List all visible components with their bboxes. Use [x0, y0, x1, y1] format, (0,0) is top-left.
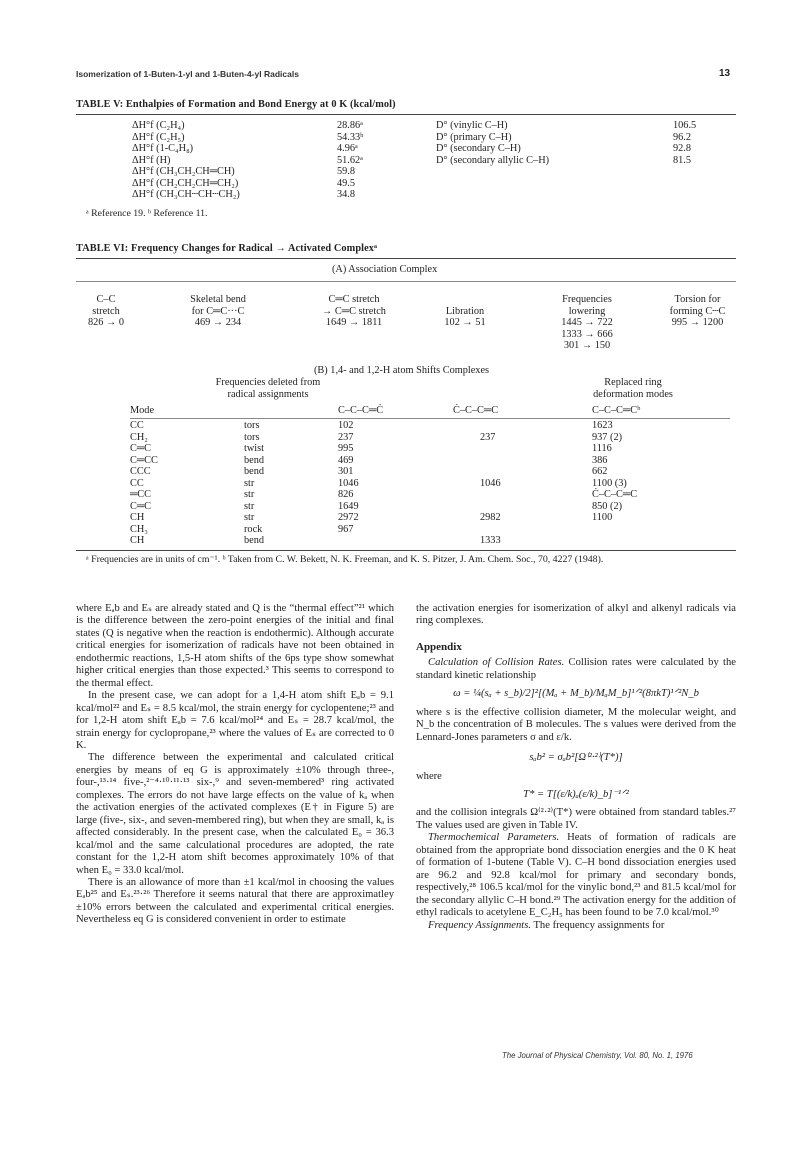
value: 1116: [592, 443, 612, 454]
table5-left-label: ΔH°f (C₂H₄): [132, 120, 185, 131]
header-line: Skeletal bend: [190, 294, 246, 305]
table6-title: TABLE VI: Frequency Changes for Radical → Activated Complexᵃ: [76, 243, 378, 254]
table5-left-label: ΔH°f (C₂H₅): [132, 131, 185, 143]
table5-right-value: 106.5: [673, 120, 697, 131]
table6-A-col-libration: [420, 294, 510, 329]
table6-footnote: ᵃ Frequencies are in units of cm⁻¹. ᵇ Taken from C. W. Bekett, N. K. Freeman, and K. S. Pitzer, J. Am. Chem. Soc., 70, 4227 (1948).: [86, 554, 604, 565]
right-column: [416, 603, 736, 932]
type: str: [244, 500, 255, 512]
mode: CH: [130, 512, 145, 523]
type: rock: [244, 523, 263, 535]
paragraph: the activation energies for isomerization of alkyl and alkenyl radicals via ring complexes.: [416, 603, 736, 627]
value: 1649 → 1811: [325, 317, 383, 328]
table6-B-header-col3: C–C–C═Cᵇ: [592, 405, 641, 416]
table6-B-header-col1: C–C–C═Ċ: [338, 405, 384, 416]
header-line: C═C stretch: [328, 294, 380, 305]
table6-A-col-cc: [76, 294, 136, 329]
table5-left-value: 28.86ᵃ: [337, 120, 363, 131]
header-line: Frequencies: [562, 294, 612, 305]
equation-tstar: T* = T[(ε/k)ₐ(ε/k)_b]⁻¹ᐟ²: [523, 788, 629, 800]
value: 850 (2): [592, 500, 623, 512]
table5-right-value: 81.5: [673, 154, 692, 166]
mode: CC: [130, 477, 144, 489]
header-line: Torsion for: [674, 294, 721, 305]
mode: CH: [130, 535, 145, 546]
value: [480, 501, 501, 513]
type: bend: [244, 454, 265, 466]
paragraph: where Eₐb and Eₛ are already stated and Q is the “thermal effect”²¹ which is the difference between the zero-point energies of the initial and final states (Q is negative when the reaction is endothermic). Although accurate critical energies for isomerization of radicals have not been obtained in endothermic reactions, 1,5-H atom shifts of the 6ps type show somewhat higher critical energies than those expected.³ This seems to correspond to the thermal effect.: [76, 603, 394, 689]
table5-left-label: ΔH°f (CH₃CH₂CH═CH): [132, 166, 235, 177]
type: bend: [244, 466, 265, 477]
value: [480, 455, 501, 467]
table6-B-replaced-header: [568, 377, 698, 400]
page-number: 13: [719, 68, 731, 79]
header-line: radical assignments: [227, 388, 309, 400]
table5-right-value: 92.8: [673, 143, 692, 154]
table5-right-label: D° (secondary C–H): [436, 143, 521, 154]
value: 1100 (3): [592, 477, 627, 489]
header-line: C–C: [96, 294, 116, 305]
value: [592, 524, 637, 536]
table5-right-label: D° (primary C–H): [436, 131, 512, 143]
header-line: stretch: [92, 305, 120, 317]
value: [480, 466, 501, 478]
type: str: [244, 512, 255, 523]
value: 1649: [338, 500, 359, 512]
value: 1046: [338, 477, 359, 489]
value: 469 → 234: [194, 317, 242, 328]
paragraph: and the collision integrals Ω⁽²·²⁾(T*) were obtained from standard tables.²⁷ The values used are given in Table IV.: [416, 807, 736, 831]
text: Heats of formation of radicals are obtained from the appropriate bond dissociation energies and the 0 K heat of formation of 1-butene (Table V). C–H bond dissociation energies used are 96.2 and 92.8 kcal/mol for primary and secondary bonds, respectively,²⁸ 106.5 kcal/mol for the vinylic bond,²³ and 81.5 kcal/mol for the secondary allylic C–H bond.²⁹ The activation energy for the addition of ethyl radicals to acetylene E_C₂H₅ has been found to be 7.0 kcal/mol.³⁰: [416, 832, 736, 919]
value: Ċ–C–C═C: [592, 489, 638, 500]
header-line: lowering: [568, 305, 606, 317]
text: Collision rates were calculated by the standard kinetic relationship: [416, 657, 736, 681]
table6-B-header-mode: Mode: [130, 405, 155, 416]
value: [592, 535, 637, 547]
table6-sectionA-title: (A) Association Complex: [332, 264, 438, 275]
text: The frequency assignments for: [533, 919, 665, 931]
value: 995: [338, 443, 354, 454]
text: where: [416, 770, 442, 782]
table5-footnote: ᵃ Reference 19. ᵇ Reference 11.: [86, 208, 208, 219]
value: 2972: [338, 512, 359, 523]
table6-A-col-freq-lowering: [532, 294, 642, 352]
type: tors: [244, 431, 260, 443]
table6-B-rule: [130, 418, 730, 419]
subheading: Thermochemical Parameters.: [428, 832, 560, 844]
table6-rule-bottom: [76, 550, 736, 551]
table5-left-label: ΔH°f (CH₂CH₂CH═CH₂): [132, 177, 239, 189]
value: 967: [338, 523, 354, 535]
table5-left-label: ΔH°f (CH₃CH┄CH┄CH₂): [132, 189, 240, 200]
value: [480, 524, 501, 536]
value: 1445 → 722: [561, 317, 613, 328]
table5-left-values: [337, 120, 363, 201]
table5-right-value: 96.2: [673, 131, 692, 143]
header-line: for C═C···C: [191, 305, 245, 317]
value: 826 → 0: [87, 317, 125, 328]
table5-left-value: 34.8: [337, 189, 356, 200]
table5-left-label: ΔH°f (1-C₄H₈): [132, 143, 194, 154]
table6-A-col-cc-stretch: [294, 294, 414, 329]
header-line: Replaced ring: [604, 377, 662, 388]
mode: CC: [130, 420, 144, 431]
value: [480, 443, 501, 455]
table5-right-label: D° (vinylic C–H): [436, 120, 508, 131]
value: [480, 489, 501, 501]
table6-sectionA-rule: [76, 281, 736, 282]
mode: C═CC: [130, 454, 158, 466]
mode: ═CC: [130, 489, 152, 500]
value: 301: [338, 466, 354, 477]
type: str: [244, 477, 255, 489]
value: 826: [338, 489, 354, 500]
paragraph: There is an allowance of more than ±1 kcal/mol in choosing the values Eₐb²⁵ and Eₛ.²³·²⁶ Therefore it seems natural that there are approximatley ±10% errors between the calculated and experimental critical energies. Nevertheless eq G is considered convenient in order to estimate: [76, 876, 394, 926]
value: 102 → 51: [444, 317, 486, 328]
value: 237: [338, 431, 354, 443]
table6-B-header-col2: Ċ–C–C═C: [453, 405, 499, 416]
table6-sectionB-title: (B) 1,4- and 1,2-H atom Shifts Complexes: [314, 365, 490, 376]
subheading: Frequency Assignments.: [428, 919, 531, 931]
type: str: [244, 489, 255, 500]
table5-left-value: 51.62ᵃ: [337, 154, 363, 166]
type: tors: [244, 420, 260, 431]
paragraph: [416, 657, 736, 682]
value: 1333 → 666: [561, 328, 613, 340]
value: 2982: [480, 512, 501, 523]
header-line: → C═C stretch: [322, 305, 386, 317]
value: 469: [338, 454, 354, 466]
type: twist: [244, 443, 265, 454]
paragraph: In the present case, we can adopt for a 1,4-H atom shift Eₐb = 9.1 kcal/mol²² and Eₛ = 8.5 kcal/mol, the strain energy for cyclopentene;²³ and for 1,2-H atom shift Eₐb = 7.6 kcal/mol²⁴ and Eₛ = 28.7 kcal/mol, the strain energy for cyclopropane,²³ where the values of Eₛ are corrected to 0 K.: [76, 690, 394, 751]
table6-A-col-skeletal: [163, 294, 273, 329]
subheading: Calculation of Collision Rates.: [428, 657, 565, 669]
header-line: [420, 294, 510, 306]
value: 102: [338, 420, 354, 431]
value: 1333: [480, 535, 501, 546]
mode: C═C: [130, 500, 152, 512]
paragraph: where s is the effective collision diameter, M the molecular weight, and N_b the concentration of B molecules. The s values were derived from the Lennard-Jones parameters σ and ε/k.: [416, 706, 736, 743]
value: 995 → 1200: [671, 317, 724, 328]
header-line: Libration: [445, 305, 485, 317]
appendix-heading: Appendix: [416, 640, 462, 653]
table6-rule-top: [76, 258, 736, 259]
table5-right-labels: [436, 120, 549, 166]
header-line: forming C┄C: [669, 305, 726, 317]
table5-left-value: 54.33ᵇ: [337, 131, 364, 143]
header-line: Frequencies deleted from: [215, 377, 321, 388]
paragraph: [416, 832, 736, 919]
left-column: [76, 603, 394, 927]
table5-title: TABLE V: Enthalpies of Formation and Bond Energy at 0 K (kcal/mol): [76, 99, 396, 110]
table5-right-values: [673, 120, 696, 166]
table5-rule-top: [76, 114, 736, 115]
table5-left-label: ΔH°f (H): [132, 154, 171, 166]
value: 1623: [592, 420, 613, 431]
mode: C═C: [130, 443, 152, 454]
table6-B-modes: [130, 420, 158, 547]
value: 301 → 150: [563, 340, 611, 351]
paragraph: [416, 920, 736, 932]
table6-B-deleted-header: [188, 377, 348, 400]
value: 1100: [592, 512, 613, 523]
value: 237: [480, 431, 496, 443]
journal-footer: The Journal of Physical Chemistry, Vol. 80, No. 1, 1976: [502, 1051, 693, 1060]
table6-B-col1: [338, 420, 359, 547]
mode: CCC: [130, 466, 151, 477]
type: bend: [244, 535, 265, 546]
table6-B-col2: [480, 420, 501, 547]
table5-left-value: 49.5: [337, 177, 356, 189]
table5-left-value: 59.8: [337, 166, 356, 177]
equation-sab: sₐb² = σₐb²[Ω⁽²·²⁾(T*)]: [529, 752, 623, 764]
table6-A-col-torsion: [655, 294, 740, 329]
value: 662: [592, 466, 608, 477]
value: 386: [592, 454, 608, 466]
table5-right-label: D° (secondary allylic C–H): [436, 154, 550, 166]
mode: CH₂: [130, 431, 148, 443]
mode: CH₃: [130, 523, 148, 535]
table6-B-types: [244, 420, 264, 547]
header-line: deformation modes: [593, 388, 673, 400]
table6-B-col3: [592, 420, 637, 547]
equation-collision-rate: ω = ¼(sₐ + s_b)/2]²[(Mₐ + M_b)/MₐM_b]¹ᐟ²(8πkT)¹ᐟ²N_b: [453, 688, 699, 700]
table5-left-labels: [132, 120, 240, 201]
table5-left-value: 4.96ᵃ: [337, 143, 358, 154]
running-title: Isomerization of 1-Buten-1-yl and 1-Buten-4-yl Radicals: [76, 69, 299, 79]
value: 1046: [480, 477, 501, 489]
value: 937 (2): [592, 431, 623, 443]
value: [338, 535, 359, 547]
paragraph: The difference between the experimental and calculated critical energies by means of eq G is approximately ±10% through three-, four-,¹³·¹⁴ five-,²⁻⁴·¹⁰·¹¹·¹³ six-,⁹ and seven-membered³ ring activated complexes. The errors do not have large effects on the value of kₐ when the activation energies of the activated complexes (E† in Figure 5) are large (five-, six-, and seven-membered ring), but when they are small, kₐ is affected considerably. In the present case, when the calculated E₀ = 36.3 kcal/mol and the same calculational procedures are adopted, the rate constant for the 1,2-H atom shift becomes approximately 10% of that when E₀ = 33.0 kcal/mol.: [76, 752, 394, 876]
value: [480, 420, 501, 432]
